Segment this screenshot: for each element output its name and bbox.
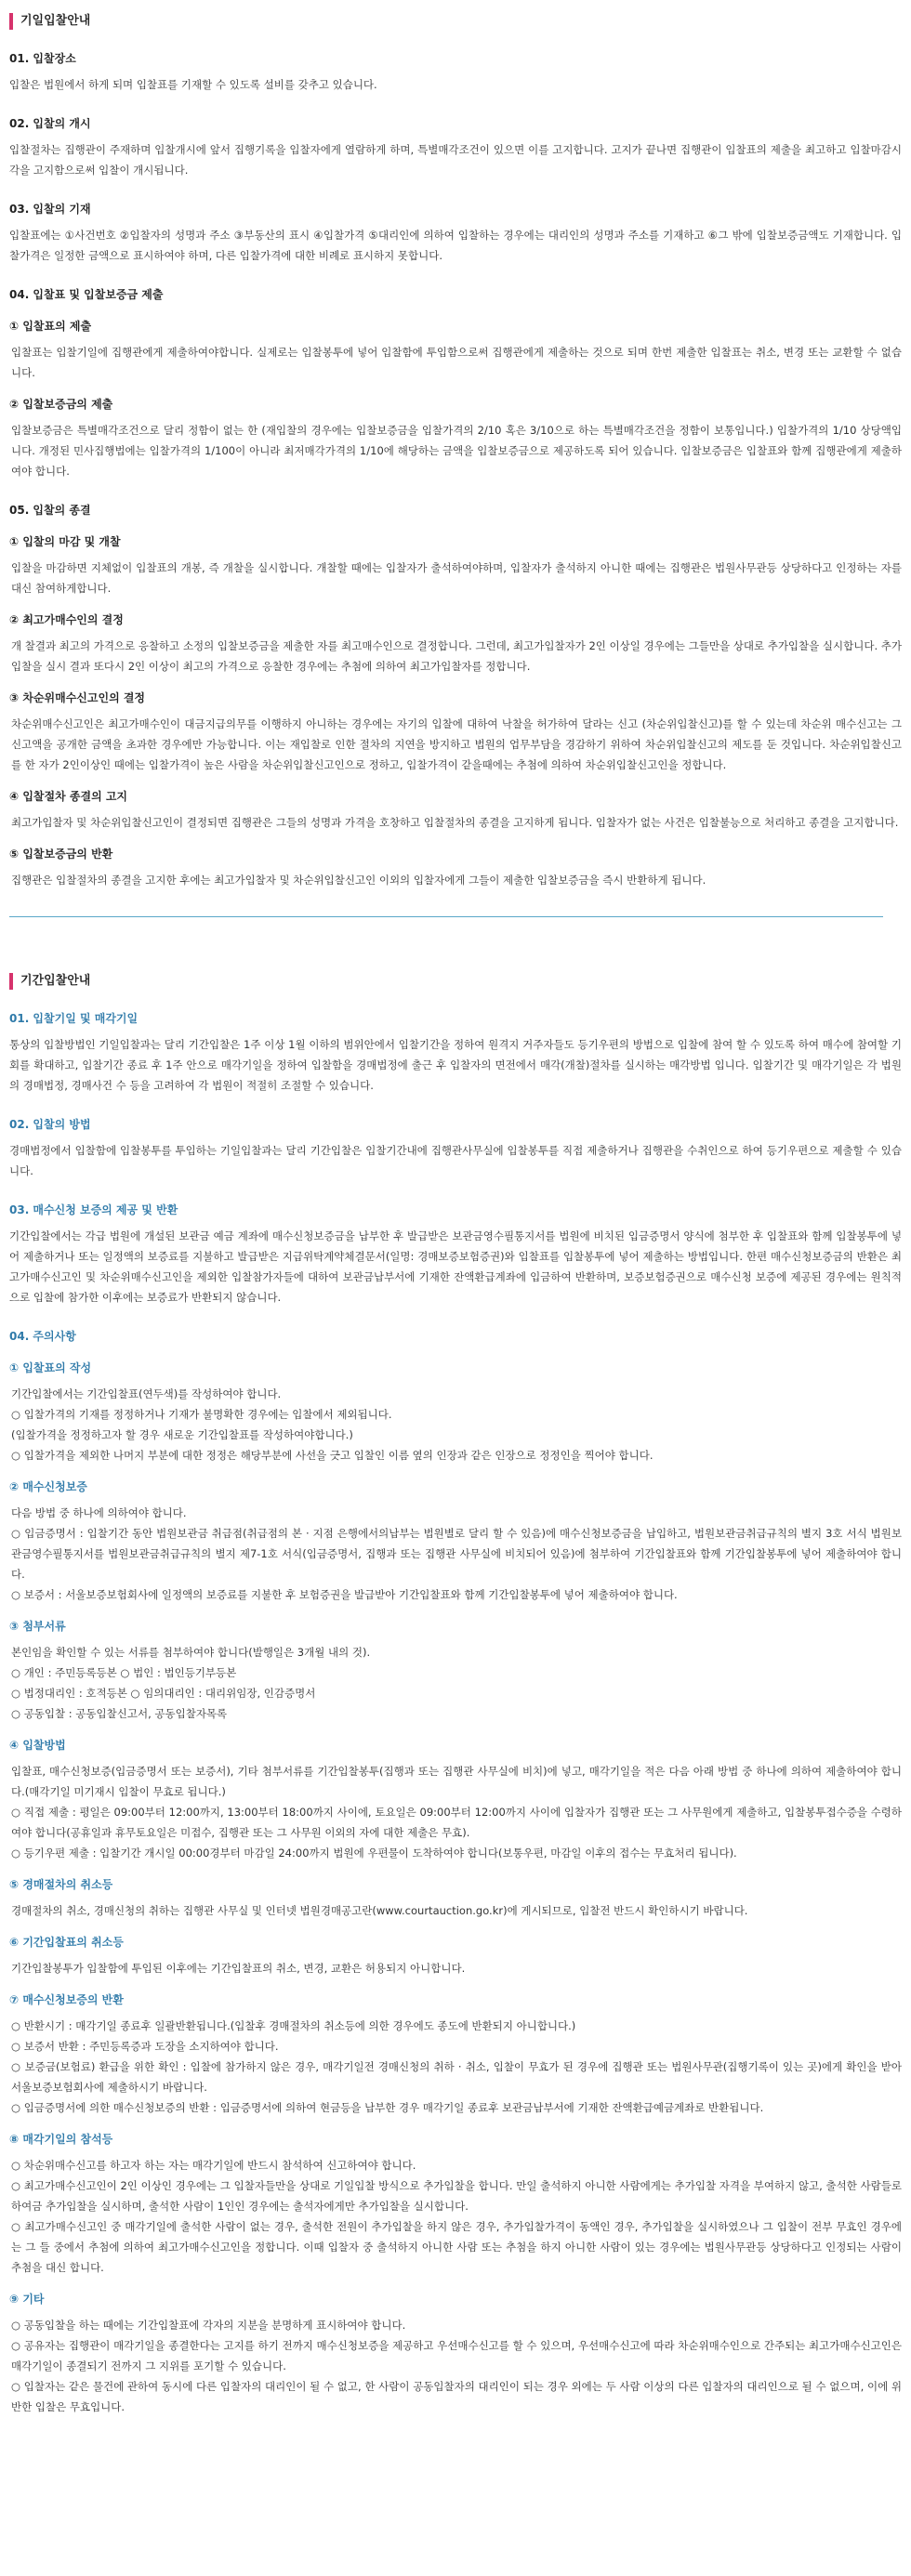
paragraph: ○ 공유자는 집행관이 매각기일을 종결한다는 고지를 하기 전까지 매수신청보증을 제공하고 우선매수신고를 할 수 있으며, 우선매수신고에 따라 차순위매수인으로 간주되는 최고가매수신고인은 매각기일이 종결되기 전까지 그 지위를 포기할 수 있습니다. [11,2339,902,2372]
paragraph: ○ 법정대리인 : 호적등본 ○ 임의대리인 : 대리위임장, 인감증명서 [11,1687,316,1700]
item-title: 04. 입찰표 및 입찰보증금 제출 [9,288,164,301]
paragraph: 경매법정에서 입찰함에 입찰봉투를 투입하는 기일입찰과는 달리 기간입찰은 입찰기간내에 집행관사무실에 입찰봉투를 직접 제출하거나 집행관을 수취인으로 하여 등기우편으로 제출할 수 있습니다. [9,1144,902,1177]
paragraph: ○ 입찰자는 같은 물건에 관하여 동시에 다른 입찰자의 대리인이 될 수 없고, 한 사람이 공동입찰자의 대리인이 되는 경우 외에는 두 사람 이상의 다른 입찰자의 대리인으로 될 수 없으며, 이에 위반한 입찰은 무효입니다. [11,2380,902,2413]
sub-item [9,1990,902,2118]
sub-item-title: ② 최고가매수인의 결정 [9,613,124,626]
paragraph: 최고가입찰자 및 차순위입찰신고인이 결정되면 집행관은 그들의 성명과 가격을 호창하고 입찰절차의 종결을 고지하게 됩니다. 입찰자가 없는 사건은 입찰불능으로 처리하고 종결을 고지합니다. [11,816,899,829]
sub-item [9,1477,902,1605]
sub-item-title: ① 입찰표의 제출 [9,320,92,333]
item [9,48,902,95]
paragraph: ○ 직접 제출 : 평일은 09:00부터 12:00까지, 13:00부터 18:00까지 사이에, 토요일은 09:00부터 12:00까지 사이에 입찰자가 집행관 또는 그 사무원에게 제출하고, 입찰봉투접수증을 수령하여야 합니다(공휴일과 휴무토요일은 미접수, 집행관 또는 그 사무원 이외의 자에 대한 제출은 무효). [11,1806,902,1839]
sub-item [9,786,902,833]
sub-item-title: ④ 입찰방법 [9,1739,66,1752]
paragraph: 입찰은 법원에서 하게 되며 입찰표를 기재할 수 있도록 설비를 갖추고 있습니다. [9,78,377,91]
item [9,500,902,890]
item [9,1114,902,1181]
section-period-bidding [9,973,902,2417]
sub-item-title: ⑤ 경매절차의 취소등 [9,1878,113,1891]
paragraph: 통상의 입찰방법인 기일입찰과는 달리 기간입찰은 1주 이상 1월 이하의 범위안에서 입찰기간을 정하여 원격지 거주자들도 등기우편의 방법으로 입찰에 참여 할 수 있도록 하여 매수에 참여할 기회를 확대하고, 입찰기간 종료 후 1주 안으로 매각기일을 정하여 입찰함을 경매법정에 출근 후 입찰자의 면전에서 매각(개찰)절차를 실시하는 매각방법 입니다. 입찰기간 및 매각기일은 각 법원의 경매법정, 경매사건 수 등을 고려하여 각 법원이 적절히 조절할 수 있습니다. [9,1038,902,1092]
sub-item-title: ① 입찰의 마감 및 개찰 [9,535,121,548]
sub-item-title: ④ 입찰절차 종결의 고지 [9,790,128,803]
paragraph: ○ 입찰가격의 기재를 정정하거나 기재가 불명확한 경우에는 입찰에서 제외됩니다. [11,1408,392,1421]
paragraph: 입찰절차는 집행관이 주재하며 입찰개시에 앞서 집행기록을 입찰자에게 열람하게 하며, 특별매각조건이 있으면 이를 고지합니다. 고지가 끝나면 집행관이 입찰표의 제출을 최고하고 입찰마감시각을 고지함으로써 입찰이 개시됩니다. [9,143,902,177]
paragraph: 다음 방법 중 하나에 의하여야 합니다. [11,1506,187,1519]
paragraph: ○ 차순위매수신고를 하고자 하는 자는 매각기일에 반드시 참석하여 신고하여야 합니다. [11,2159,416,2172]
paragraph: 차순위매수신고인은 최고가매수인이 대금지급의무를 이행하지 아니하는 경우에는 자기의 입찰에 대하여 낙찰을 허가하여 달라는 신고 (차순위입찰신고)를 할 수 있는데 차순위 매수신고는 그 신고액을 공개한 금액을 초과한 경우에만 가능합니다. 이는 재입찰로 인한 절차의 지연을 방지하고 법원의 업무부담을 경감하기 위하여 차순위입찰신고의 제도를 둔 것입니다. 차순위입찰신고를 한 자가 2인이상인 때에는 입찰가격이 높은 사람을 차순위입찰신고인으로 정하고, 입찰가격이 같을때에는 추첨에 의하여 차순위입찰신고인을 정합니다. [11,717,902,771]
sub-item [9,2289,902,2417]
item-title: 03. 입찰의 기재 [9,203,91,216]
item-title: 03. 매수신청 보증의 제공 및 반환 [9,1203,178,1216]
section-title: 기일입찰안내 [9,13,902,30]
item-title: 01. 입찰장소 [9,52,76,65]
sub-item-title: ⑨ 기타 [9,2293,45,2306]
paragraph: 기간입찰봉투가 입찰함에 투입된 이후에는 기간입찰표의 취소, 변경, 교환은 허용되지 아니합니다. [11,1962,466,1975]
sub-item-title: ⑥ 기간입찰표의 취소등 [9,1936,124,1949]
section-title: 기간입찰안내 [9,973,902,990]
paragraph: ○ 공동입찰을 하는 때에는 기간입찰표에 각자의 지분을 분명하게 표시하여야 합니다. [11,2319,406,2332]
paragraph: 입찰표에는 ①사건번호 ②입찰자의 성명과 주소 ③부동산의 표시 ④입찰가격 ⑤대리인에 의하여 입찰하는 경우에는 대리인의 성명과 주소를 기재하고 ⑥그 밖에 입찰보증금액도 기재합니다. 입찰가격은 일정한 금액으로 표시하여야 하며, 다른 입찰가격에 대한 비례로 표시하지 못합니다. [9,229,902,262]
sub-item-title: ⑤ 입찰보증금의 반환 [9,848,113,861]
paragraph: 개 찰결과 최고의 가격으로 응찰하고 소정의 입찰보증금을 제출한 자를 최고매수인으로 결정합니다. 그런데, 최고가입찰자가 2인 이상일 경우에는 그들만을 상대로 추가입찰을 실시합니다. 추가입찰을 실시 결과 또다시 2인 이상이 최고의 가격으로 응찰한 경우에는 추첨에 의하여 최고가입찰자를 정합니다. [11,639,902,673]
paragraph: ○ 공동입찰 : 공동입찰신고서, 공동입찰자목록 [11,1707,228,1720]
paragraph: 기간입찰에서는 기간입찰표(연두색)를 작성하여야 합니다. [11,1387,282,1400]
section-divider [9,916,883,917]
sub-item-title: ③ 첨부서류 [9,1620,66,1633]
paragraph: ○ 개인 : 주민등록등본 ○ 법인 : 법인등기부등본 [11,1666,237,1679]
paragraph: ○ 최고가매수신고인 중 매각기일에 출석한 사람이 없는 경우, 출석한 전원이 추가입찰을 하지 않은 경우, 추가입찰가격이 동액인 경우, 추가입찰을 실시하였으나 그 입찰이 전부 무효인 경우에는 그 들 중에서 추첨에 의하여 최고가매수신고인을 정합니다. 이때 입찰자 중 출석하지 아니한 사람 또는 추첨을 하지 아니한 사람이 있는 경우에는 법원사무관등 상당하다고 인정되는 사람이 추첨을 대신 합니다. [11,2220,902,2274]
sub-item [9,1932,902,1978]
sub-item [9,2129,902,2278]
sub-item-title: ② 매수신청보증 [9,1480,87,1493]
page [0,13,911,2436]
item-title: 05. 입찰의 종결 [9,504,91,517]
item [9,1326,902,2417]
sub-item-title: ⑧ 매각기일의 참석등 [9,2133,113,2146]
paragraph: ○ 반환시기 : 매각기일 종료후 일괄반환됩니다.(입찰후 경매절차의 취소등에 의한 경우에도 종도에 반환되지 아니합니다.) [11,2019,576,2032]
paragraph: (입찰가격을 정정하고자 할 경우 새로운 기간입찰표를 작성하여야합니다.) [11,1428,353,1441]
item [9,1008,902,1096]
sub-item [9,532,902,598]
item-title: 02. 입찰의 개시 [9,117,91,130]
sub-item [9,1735,902,1863]
paragraph: 입찰표는 입찰기일에 집행관에게 제출하여야합니다. 실제로는 입찰봉투에 넣어 입찰함에 투입함으로써 집행관에게 제출하는 것으로 되며 한번 제출한 입찰표는 취소, 변경 또는 교환할 수 없습니다. [11,346,902,379]
paragraph: 집행관은 입찰절차의 종결을 고지한 후에는 최고가입찰자 및 차순위입찰신고인 이외의 입찰자에게 그들이 제출한 입찰보증금을 즉시 반환하게 됩니다. [11,874,706,887]
paragraph: 입찰을 마감하면 지체없이 입찰표의 개봉, 즉 개찰을 실시합니다. 개찰할 때에는 입찰자가 출석하여야하며, 입찰자가 출석하지 아니한 때에는 집행관은 법원사무관등 상당하다고 인정하는 자를 대신 참여하게합니다. [11,561,902,595]
paragraph: 경매절차의 취소, 경매신청의 취하는 집행관 사무실 및 인터넷 법원경매공고란(www.courtauction.go.kr)에 게시되므로, 입찰전 반드시 확인하시기 바랍니다. [11,1904,748,1917]
paragraph: ○ 보증금(보험료) 환급을 위한 확인 : 입찰에 참가하지 않은 경우, 매각기일전 경매신청의 취하 · 취소, 입찰이 무효가 된 경우에 집행관 또는 법원사무관(집행기록이 있는 곳)에게 확인을 받아 서울보증보험회사에 제출하시기 바랍니다. [11,2060,902,2094]
sub-item-title: ⑦ 매수신청보증의 반환 [9,1993,124,2006]
sub-item-title: ① 입찰표의 작성 [9,1361,92,1374]
paragraph: 본인임을 확인할 수 있는 서류를 첨부하여야 합니다(발행일은 3개월 내의 것). [11,1646,371,1659]
paragraph: ○ 등기우편 제출 : 입찰기간 개시일 00:00경부터 마감일 24:00까지 법원에 우편물이 도착하여야 합니다(보통우편, 마감일 이후의 접수는 무효처리 됩니다). [11,1847,737,1860]
paragraph: 기간입찰에서는 각급 법원에 개설된 보관금 예금 계좌에 매수신청보증금을 납부한 후 발급받은 보관금영수필통지서를 법원에 비치된 입금증명서 양식에 첨부한 후 입찰표와 함께 입찰봉투에 넣어 제출하거나 또는 일정액의 보증료를 지불하고 발급받은 지급위탁계약체결문서(일명: 경매보증보험증권)와 입찰표를 입찰봉투에 넣어 제출하는 방법입니다. 한편 매수신청보증금의 반환은 최고가매수신고인 및 차순위매수신고인을 제외한 입찰참가자들에 대하여 보관금납부서에 기재한 잔액환급계좌에 입금하여 반환하며, 보증보험증권으로 매수신청 보증에 제공된 경우에는 원칙적으로 입찰에 참가한 이후에는 보증료가 반환되지 않습니다. [9,1229,902,1304]
sub-item [9,316,902,383]
sub-item [9,1874,902,1921]
paragraph: ○ 입찰가격을 제외한 나머지 부분에 대한 정정은 해당부분에 사선을 긋고 입찰인 이름 옆의 인장과 같은 인장으로 정정인을 찍어야 합니다. [11,1449,654,1462]
sub-item-title: ② 입찰보증금의 제출 [9,398,113,411]
paragraph: ○ 보증서 : 서울보증보험회사에 일정액의 보증료를 지불한 후 보험증권을 발급받아 기간입찰표와 함께 기간입찰봉투에 넣어 제출하여야 합니다. [11,1588,678,1601]
item [9,284,902,481]
item [9,113,902,180]
paragraph: ○ 입금증명서에 의한 매수신청보증의 반환 : 입금증명서에 의하여 현금등을 납부한 경우 매각기일 종료후 보관금납부서에 기재한 잔액환급예금계좌로 반환됩니다. [11,2101,764,2114]
sub-item [9,1616,902,1724]
sub-item [9,610,902,677]
item-title: 02. 입찰의 방법 [9,1118,91,1131]
item-title: 01. 입찰기일 및 매각기일 [9,1012,139,1025]
sub-item [9,844,902,890]
item [9,199,902,266]
paragraph: 입찰표, 매수신청보증(입금증명서 또는 보증서), 기타 첨부서류를 기간입찰봉투(집행과 또는 집행관 사무실에 비치)에 넣고, 매각기일을 적은 다음 아래 방법 중 하나에 의하여 제출하여야 합니다.(매각기일 미기재시 입찰이 무효로 됩니다.) [11,1765,902,1798]
item-title: 04. 주의사항 [9,1330,76,1343]
paragraph: ○ 입금증명서 : 입찰기간 동안 법원보관금 취급점(취급점의 본 · 지점 은행에서의납부는 법원별로 달리 할 수 있음)에 매수신청보증금을 납입하고, 법원보관금취급규칙의 별지 3호 서식 법원보관금영수필통지서를 법원보관금취급규칙의 별지 제7-1호 서식(입금증명서, 집행과 또는 집행관 사무실에 비치되어 있음)에 첨부하여 기간입찰표와 함께 기간입찰봉투에 넣어 제출하여야 합니다. [11,1527,902,1581]
section-date-bidding [9,13,902,890]
sub-item-title: ③ 차순위매수신고인의 결정 [9,691,146,704]
paragraph: ○ 보증서 반환 : 주민등록증과 도장을 소지하여야 합니다. [11,2040,279,2053]
sub-item [9,688,902,775]
paragraph: ○ 최고가매수신고인이 2인 이상인 경우에는 그 입찰자들만을 상대로 기일입찰 방식으로 추가입찰을 합니다. 만일 출석하지 아니한 사람에게는 추가입찰 자격을 부여하지 않고, 출석한 사람들로 하여금 추가입찰을 실시하며, 출석한 사람이 1인인 경우에는 출석자에게만 추가입찰을 실시합니다. [11,2179,902,2213]
sub-item [9,1358,902,1465]
sub-item [9,394,902,481]
paragraph: 입찰보증금은 특별매각조건으로 달리 정함이 없는 한 (재입찰의 경우에는 입찰보증금을 입찰가격의 2/10 혹은 3/10으로 하는 특별매각조건을 정함이 보통입니다.) 입찰가격의 1/10 상당액입니다. 개정된 민사집행법에는 입찰가격의 1/100이 아니라 최저매각가격의 1/10에 해당하는 금액을 입찰보증금으로 제공하도록 되어 있습니다. 입찰보증금은 입찰표와 함께 집행관에게 제출하여야 합니다. [11,424,902,478]
item [9,1200,902,1308]
